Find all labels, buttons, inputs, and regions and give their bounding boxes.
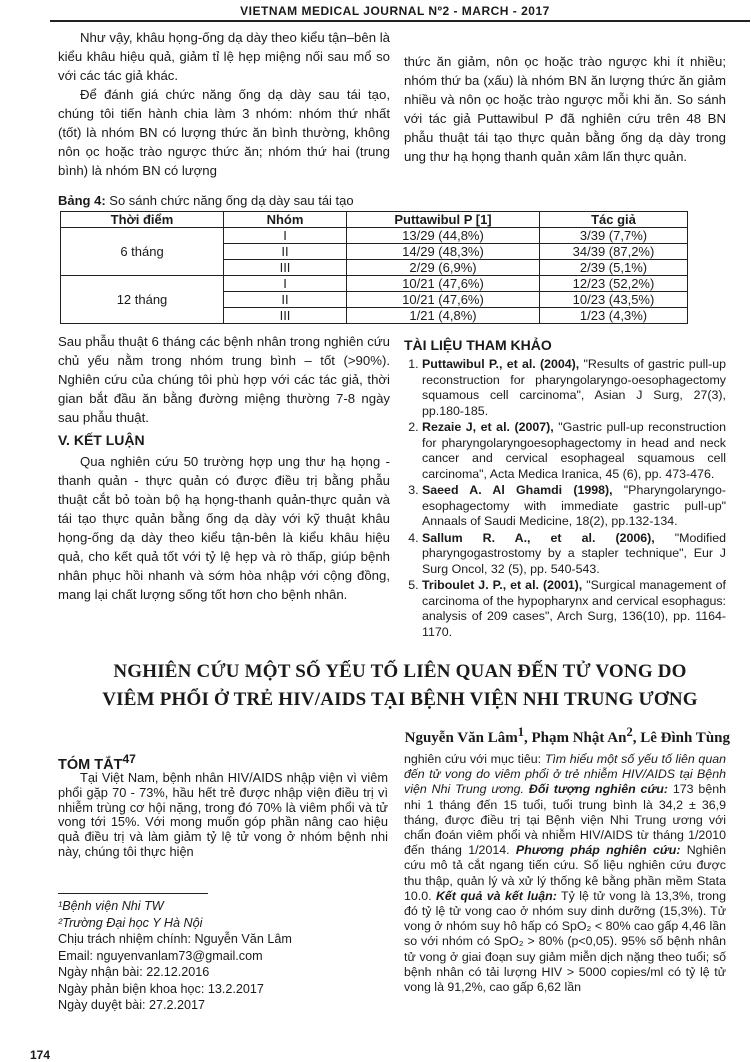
col-header: Thời điểm [61, 212, 224, 228]
subject-label: Đối tượng nghiên cứu: [528, 782, 668, 797]
paragraph: Như vậy, khâu họng-ống dạ dày theo kiểu tận–bên là kiểu khâu hiệu quả, giảm tỉ lệ hẹp miệng nối sau mổ so với các tác giả khác. [58, 30, 390, 83]
group-cell: I [224, 276, 347, 292]
col-header: Tác giả [540, 212, 688, 228]
time-cell: 6 tháng [61, 228, 224, 276]
paragraph [404, 752, 726, 995]
table-row [61, 276, 688, 292]
author-name: Lê Đình Tùng [640, 730, 730, 746]
method-text: Nghiên cứu mô tả cắt ngang tiến cứu. Số liệu nghiên cứu được thu thập, quản lý và xử lý thống kê bằng phần mềm Stata 10.0. [404, 843, 726, 903]
puttawibul-cell: 2/29 (6,9%) [347, 260, 540, 276]
subject-text: 173 bệnh nhi 1 tháng đến 15 tuổi, tuổi trung bình là 34,2 ± 36,9 tháng, được điều trị tại Bệnh viện Nhi Trung ương với chẩn đoán viêm phổi và nhiễm HIV/AIDS từ tháng 1/2010 đến tháng 1/2014. [404, 782, 726, 858]
author-affiliation-mark: 1 [517, 725, 524, 739]
reference-text: "Pharyngolaryngo-esophagectomy with immediate gastric pull-up" Annaals of Saudi Medicine, 18(2), pp.132-134. [422, 483, 726, 528]
table-header-row [61, 212, 688, 228]
author-name: Phạm Nhật An [531, 730, 627, 746]
abstract-heading-text: TÓM TẮT [58, 756, 123, 773]
right-column-top [404, 52, 726, 166]
references [404, 336, 726, 641]
references-heading: TÀI LIỆU THAM KHẢO [404, 337, 552, 353]
reference-author: Sallum R. A., et al. (2006), [422, 530, 655, 545]
review-date: Ngày phản biện khoa học: 13.2.2017 [58, 981, 264, 996]
group-cell: II [224, 244, 347, 260]
reference-author: Puttawibul P., et al. (2004), [422, 357, 580, 371]
reference-item [422, 578, 726, 640]
reference-item [422, 483, 726, 530]
puttawibul-cell: 13/29 (44,8%) [347, 228, 540, 244]
puttawibul-cell: 10/21 (47,6%) [347, 276, 540, 292]
result-text: Tỷ lệ tử vong là 13,3%, trong đó tỷ lệ tử vong cao ở nhóm suy dinh dưỡng (15,3%). Tử vong ở nhóm suy hô hấp có SpO₂ < 80% cao gấp 4,46 lần so với nhóm có SpO₂ > 80% (p<0,05). 95% số bệnh nhân tử vong ở giai đoạn suy giảm miễn dịch nặng theo tuổi; số bệnh nhân có tải lượng HIV > 5000 copies/ml có tỷ lệ tử vong là 91,2%, cao gấp 6,62 lần [404, 888, 726, 995]
left-column-mid [58, 332, 390, 604]
email: Email: nguyenvanlam73@gmail.com [58, 948, 263, 963]
table-row [61, 228, 688, 244]
paragraph: Qua nghiên cứu 50 trường hợp ung thư hạ họng - thanh quản - thực quản có được điều trị bằng phẫu thuật cắt bỏ toàn bộ hạ họng-thanh quản-thực quản và tái tạo thực quản bằng ống dạ dày với kỹ thuật khâu họng-ống dạ dày theo kiểu tận-bên là kiểu khâu hiệu quả, cho kết quả tốt với tỷ lệ hẹp và rò thấp, giúp bệnh nhân phục hồi nhanh và sớm hòa nhập với cộng đồng, mang lại chất lượng sống tốt hơn cho bệnh nhân. [58, 454, 390, 602]
author-cell: 10/23 (43,5%) [540, 292, 688, 308]
affiliation: ¹Bệnh viện Nhi TW [58, 899, 164, 913]
author-cell: 34/39 (87,2%) [540, 244, 688, 260]
section-heading: V. KẾT LUẬN [58, 432, 145, 448]
article-title-line: NGHIÊN CỨU MỘT SỐ YẾU TỐ LIÊN QUAN ĐẾN TỬ VONG DO [113, 661, 687, 682]
author-cell: 2/39 (5,1%) [540, 260, 688, 276]
author-affiliation-mark: 2 [626, 725, 633, 739]
paragraph: Tại Việt Nam, bệnh nhân HIV/AIDS nhập viện vì viêm phổi gặp 70 - 73%, hầu hết trẻ được nhập viện điều trị vì nhiễm trùng cơ hội nặng, trong đó 70% là viêm phổi và tử vong tới 15%. Với mong muốn góp phần nâng cao hiệu quả điều trị và làm giảm tỷ lệ tử vong ở nhóm bệnh nhi này, chúng tôi thực hiện [58, 770, 388, 859]
author-cell: 1/23 (4,3%) [540, 308, 688, 324]
puttawibul-cell: 14/29 (48,3%) [347, 244, 540, 260]
reference-item [422, 357, 726, 419]
abstract-left [58, 771, 388, 860]
reference-item [422, 531, 726, 578]
received-date: Ngày nhận bài: 22.12.2016 [58, 965, 210, 979]
paragraph: Để đánh giá chức năng ống dạ dày sau tái tạo, chúng tôi tiến hành chia làm 3 nhóm: nhóm thứ nhất (tốt) là nhóm BN có lượng thức ăn bình thường, không nôn ọc hoặc trào ngược thức ăn; nhóm thứ hai (trung bình) là nhóm BN có lượng [58, 87, 390, 178]
reference-text: "Results of gastric pull-up reconstruction for pharyngolaryngo-oesophagectomy squamous cell carcinoma", Asian J Surg, 27(3), pp.180-185. [422, 357, 726, 418]
reference-author: Saeed A. Al Ghamdi (1998), [422, 483, 613, 497]
group-cell: II [224, 292, 347, 308]
reference-author: Triboulet J. P., et al. (2001), [422, 578, 583, 592]
table-caption-label: Bảng 4: [58, 193, 106, 208]
author-name: Nguyễn Văn Lâm [404, 730, 518, 746]
reference-list [404, 357, 726, 640]
reference-text: "Surgical management of carcinoma of the hypopharynx and cervical esophagus: analysis of 209 cases", Arch Surg, 136(10), pp. 1164-1170. [422, 578, 726, 639]
col-header: Nhóm [224, 212, 347, 228]
group-cell: I [224, 228, 347, 244]
footnote-mark: 47 [122, 752, 136, 766]
reference-text: "Gastric pull-up reconstruction for pharyngolaryngoesophagectomy in head and neck cancer and cervical esophageal squamous cell carcinoma", Acta Medica Iranica, 45 (6), pp. 473-476. [422, 420, 726, 481]
abstract-right [404, 752, 726, 995]
running-header: VIETNAM MEDICAL JOURNAL Nº2 - MARCH - 2017 [240, 4, 550, 18]
header-rule [50, 20, 750, 22]
affiliation: ²Trường Đại học Y Hà Nội [58, 915, 203, 930]
paragraph: Sau phẫu thuật 6 tháng các bệnh nhân trong nghiên cứu chủ yếu nằm trong nhóm trung bình – tốt (>90%). Nghiên cứu của chúng tôi phù hợp với các tác giả, thời gian bắt đầu ăn bằng đường miệng thường 7-8 ngày sau phẫu thuật. [58, 334, 390, 425]
result-label: Kết quả và kết luận: [435, 888, 557, 903]
group-cell: III [224, 308, 347, 324]
author-line: Nguyễn Văn Lâm$^1$, Phạm Nhật An$^2$, Lê Đình Tùng [404, 725, 730, 746]
footnotes [58, 893, 388, 1014]
comparison-table [60, 211, 688, 324]
left-column-top [58, 28, 390, 180]
reference-item [422, 420, 726, 482]
col-header: Puttawibul P [1] [347, 212, 540, 228]
footnote-rule [58, 893, 208, 894]
table-caption [58, 193, 354, 208]
intro-text: nghiên cứu với mục tiêu: [404, 752, 542, 766]
objective-text: Tìm hiểu một số yếu tố liên quan đến tử vong do viêm phổi ở trẻ nhiễm HIV/AIDS tại Bệnh viện Nhi Trung ương. [404, 752, 726, 797]
puttawibul-cell: 1/21 (4,8%) [347, 308, 540, 324]
page-number: 174 [30, 1048, 51, 1062]
author-cell: 3/39 (7,7%) [540, 228, 688, 244]
responsible-author: Chịu trách nhiệm chính: Nguyễn Văn Lâm [58, 932, 292, 946]
table-caption-text: So sánh chức năng ống dạ dày sau tái tạo [109, 193, 354, 208]
reference-text: "Modified pharyngogastrostomy by a stapler technique", Eur J Surg Oncol, 32 (5), pp. 540-543. [422, 530, 726, 576]
paragraph: thức ăn giảm, nôn ọc hoặc trào ngược khi ít nhiều; nhóm thứ ba (xấu) là nhóm BN ăn lượng thức ăn giảm nhiều và nôn ọc hoặc trào ngược mỗi khi ăn. So sánh với tác giả Puttawibul P đã nghiên cứu trên 48 BN phẫu thuật tái tạo thực quản bằng ống dạ dày trong ung thư hạ họng thanh quản xâm lấn thực quản. [404, 54, 726, 164]
reference-author: Rezaie J, et al. (2007), [422, 420, 554, 434]
article-title-line: VIÊM PHỔI Ở TRẺ HIV/AIDS TẠI BỆNH VIỆN NHI TRUNG ƯƠNG [102, 689, 698, 710]
method-label: Phương pháp nghiên cứu: [515, 843, 681, 858]
group-cell: III [224, 260, 347, 276]
time-cell: 12 tháng [61, 276, 224, 324]
article-title [60, 658, 740, 714]
accepted-date: Ngày duyệt bài: 27.2.2017 [58, 998, 206, 1012]
puttawibul-cell: 10/21 (47,6%) [347, 292, 540, 308]
author-cell: 12/23 (52,2%) [540, 276, 688, 292]
